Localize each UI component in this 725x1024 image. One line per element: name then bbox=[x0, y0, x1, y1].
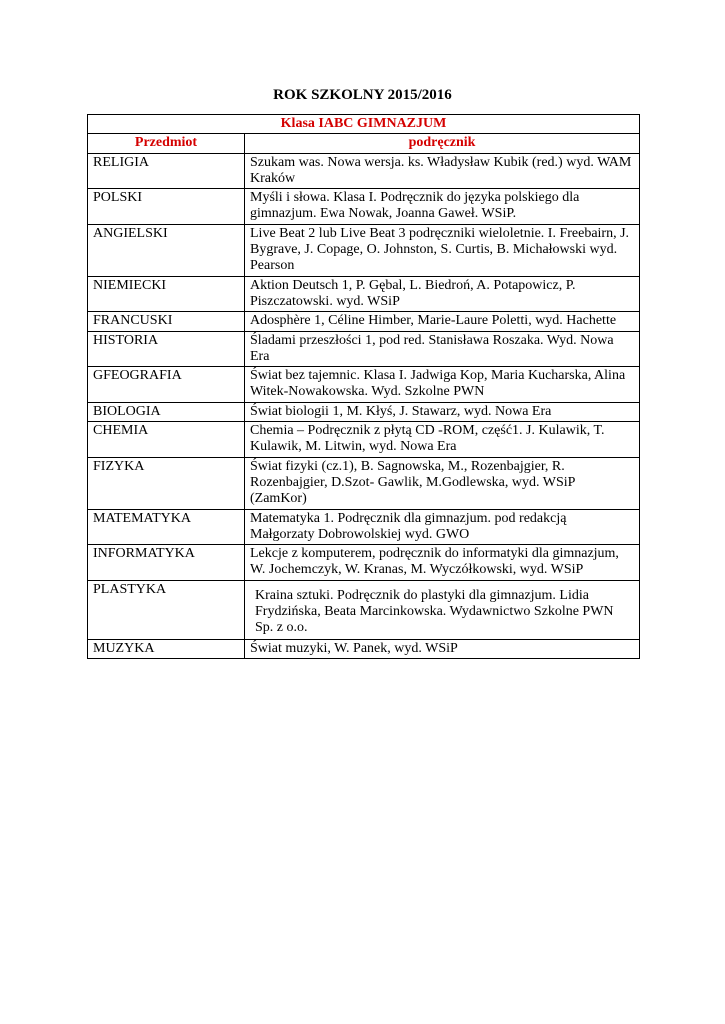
subject-cell: BIOLOGIA bbox=[88, 402, 245, 421]
subject-cell: MUZYKA bbox=[88, 639, 245, 658]
subject-cell: HISTORIA bbox=[88, 331, 245, 367]
table-row bbox=[88, 580, 640, 639]
textbook-table bbox=[87, 114, 640, 659]
textbook-cell: Myśli i słowa. Klasa I. Podręcznik do języka polskiego dla gimnazjum. Ewa Nowak, Joanna Gaweł. WSiP. bbox=[245, 189, 640, 225]
class-title-row bbox=[88, 115, 640, 134]
subject-cell: RELIGIA bbox=[88, 153, 245, 189]
textbook-cell: Świat muzyki, W. Panek, wyd. WSiP bbox=[245, 639, 640, 658]
textbook-cell: Aktion Deutsch 1, P. Gębal, L. Biedroń, A. Potapowicz, P. Piszczatowski. wyd. WSiP bbox=[245, 276, 640, 312]
subject-cell: MATEMATYKA bbox=[88, 509, 245, 545]
table-row bbox=[88, 312, 640, 331]
textbook-cell: Adosphère 1, Céline Himber, Marie-Laure Poletti, wyd. Hachette bbox=[245, 312, 640, 331]
subject-cell: PLASTYKA bbox=[88, 580, 245, 639]
subject-cell: POLSKI bbox=[88, 189, 245, 225]
table-row bbox=[88, 457, 640, 509]
table-row bbox=[88, 331, 640, 367]
subject-cell: INFORMATYKA bbox=[88, 545, 245, 581]
column-header-subject: Przedmiot bbox=[88, 134, 245, 153]
column-header-book: podręcznik bbox=[245, 134, 640, 153]
column-header-row bbox=[88, 134, 640, 153]
textbook-cell: Kraina sztuki. Podręcznik do plastyki dla gimnazjum. Lidia Frydzińska, Beata Marcinkowska. Wydawnictwo Szkolne PWN Sp. z o.o. bbox=[245, 580, 640, 639]
page-title: ROK SZKOLNY 2015/2016 bbox=[273, 87, 452, 103]
table-row bbox=[88, 422, 640, 458]
table-row bbox=[88, 367, 640, 403]
textbook-cell: Lekcje z komputerem, podręcznik do informatyki dla gimnazjum, W. Jochemczyk, W. Kranas, M. Wyczółkowski, wyd. WSiP bbox=[245, 545, 640, 581]
subject-cell: CHEMIA bbox=[88, 422, 245, 458]
table-row bbox=[88, 224, 640, 276]
textbook-cell: Matematyka 1. Podręcznik dla gimnazjum. pod redakcją Małgorzaty Dobrowolskiej wyd. GWO bbox=[245, 509, 640, 545]
textbook-cell: Świat bez tajemnic. Klasa I. Jadwiga Kop, Maria Kucharska, Alina Witek-Nowakowska. Wyd. Szkolne PWN bbox=[245, 367, 640, 403]
table-row bbox=[88, 276, 640, 312]
textbook-cell: Chemia – Podręcznik z płytą CD -ROM, część1. J. Kulawik, T. Kulawik, M. Litwin, wyd. Nowa Era bbox=[245, 422, 640, 458]
textbook-cell: Świat biologii 1, M. Kłyś, J. Stawarz, wyd. Nowa Era bbox=[245, 402, 640, 421]
table-row bbox=[88, 509, 640, 545]
table-body bbox=[88, 153, 640, 658]
textbook-cell: Live Beat 2 lub Live Beat 3 podręczniki wieloletnie. I. Freebairn, J. Bygrave, J. Copage, O. Johnston, S. Curtis, B. Michałowski wyd. Pearson bbox=[245, 224, 640, 276]
table-row bbox=[88, 639, 640, 658]
subject-cell: ANGIELSKI bbox=[88, 224, 245, 276]
textbook-cell: Śladami przeszłości 1, pod red. Stanisława Roszaka. Wyd. Nowa Era bbox=[245, 331, 640, 367]
subject-cell: FRANCUSKI bbox=[88, 312, 245, 331]
table-row bbox=[88, 189, 640, 225]
table-row bbox=[88, 153, 640, 189]
table-row bbox=[88, 402, 640, 421]
subject-cell: FIZYKA bbox=[88, 457, 245, 509]
textbook-cell: Szukam was. Nowa wersja. ks. Władysław Kubik (red.) wyd. WAM Kraków bbox=[245, 153, 640, 189]
class-title: Klasa IABC GIMNAZJUM bbox=[88, 115, 640, 134]
subject-cell: NIEMIECKI bbox=[88, 276, 245, 312]
table-row bbox=[88, 545, 640, 581]
textbook-cell: Świat fizyki (cz.1), B. Sagnowska, M., Rozenbajgier, R. Rozenbajgier, D.Szot- Gawlik, M.Godlewska, wyd. WSiP (ZamKor) bbox=[245, 457, 640, 509]
subject-cell: GFEOGRAFIA bbox=[88, 367, 245, 403]
